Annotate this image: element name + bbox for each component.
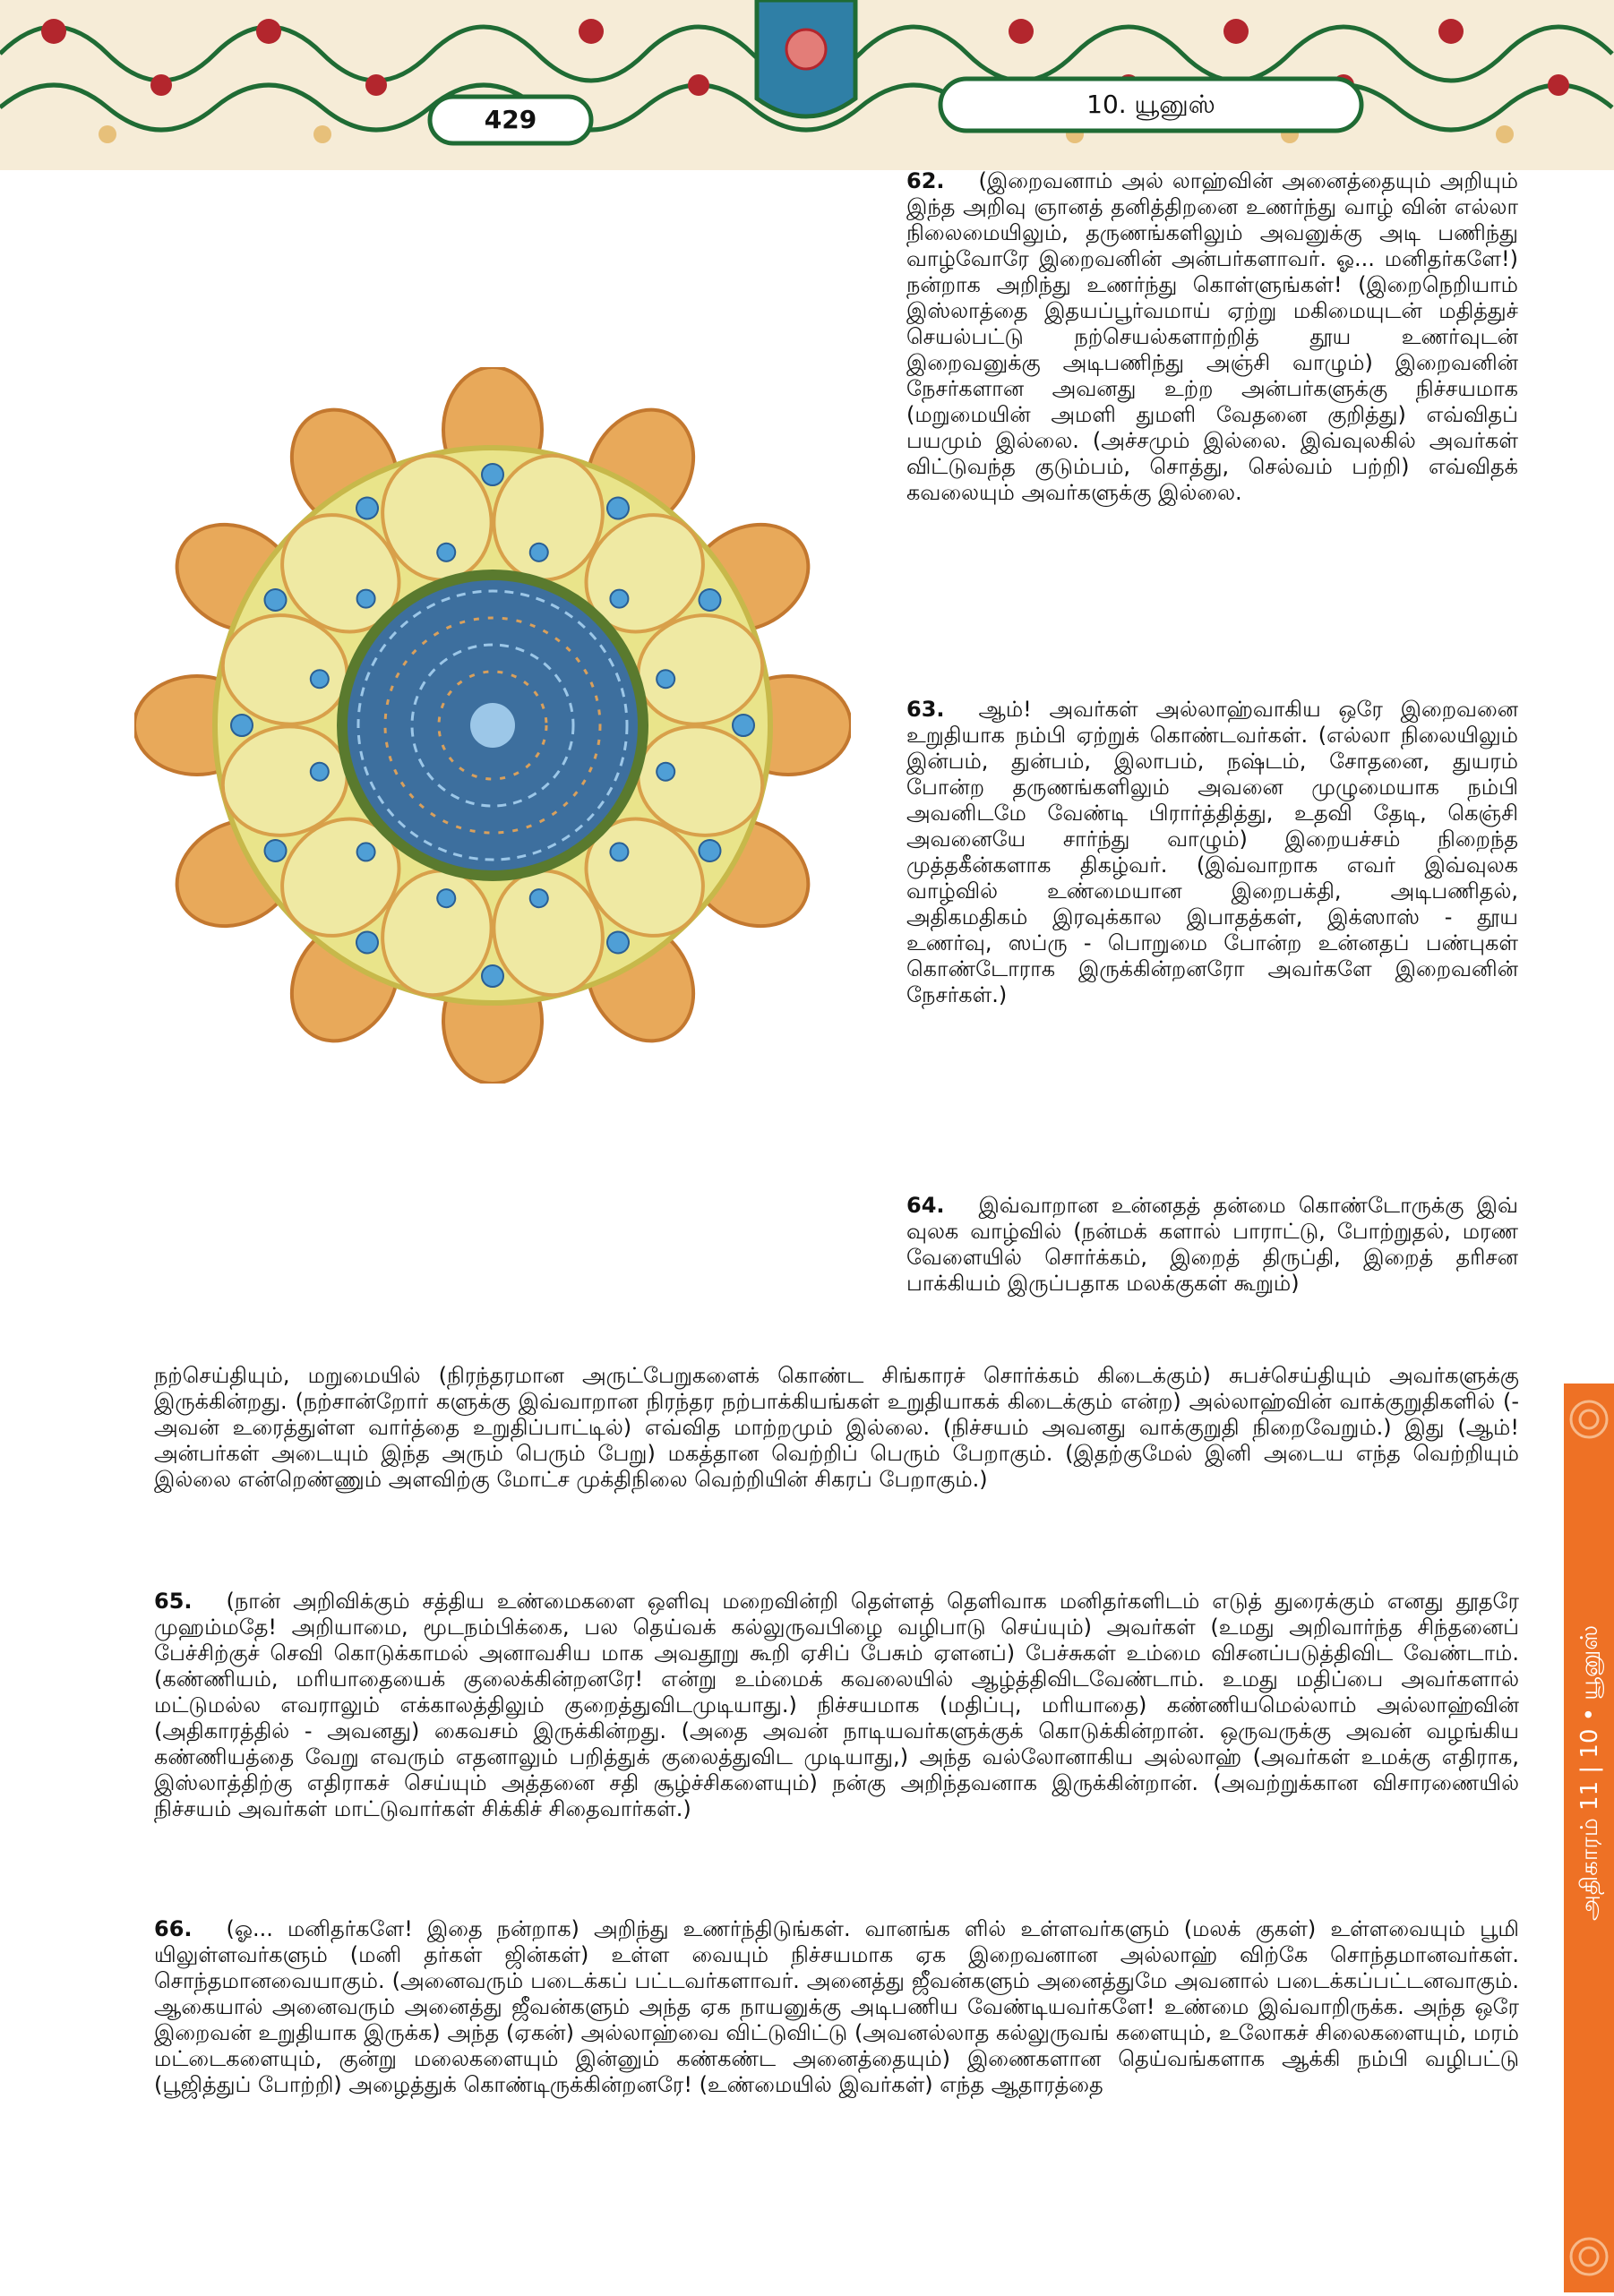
page-number: 429 bbox=[484, 105, 537, 134]
verse-66 bbox=[154, 1916, 1519, 2098]
verse-number: 62. bbox=[906, 168, 945, 193]
verse-63 bbox=[906, 697, 1518, 1008]
verse-number: 65. bbox=[154, 1589, 193, 1614]
verse-65 bbox=[154, 1589, 1519, 1822]
chapter-title: 10. யூனுஸ் bbox=[1086, 90, 1215, 119]
verse-62 bbox=[906, 168, 1518, 506]
side-chapter-label: அதிகாரம் 11 | 10 • யூனுஸ் bbox=[1576, 1624, 1603, 1922]
verse-64 bbox=[906, 1193, 1518, 1297]
header-floral-banner bbox=[0, 0, 1614, 170]
decorative-medallion bbox=[134, 367, 851, 1084]
verse-text: (ஓ... மனிதர்களே! இதை நன்றாக) அறிந்து உணர்ந்திடுங்கள். வானங்க ளில் உள்ளவர்களும் (மலக் குகள்) உள்ளவையும் பூமி யிலுள்ளவர்களும் (மனி தர்கள் ஜின்கள்) உள்ள வையும் நிச்சயமாக ஏக இறைவனான அல்லாஹ் விற்கே சொந்தமானவர்கள். சொந்தமானவையாகும். (அனைவரும் படைக்கப் பட்டவர்களாவர். அனைத்து ஜீவன்களும் அனைத்துமே அவனால் படைக்கப்பட்டனவாகும். ஆகையால் அனைவரும் அனைத்து ஜீவன்களும் அந்த ஏக நாயனுக்கு அடிபணிய வேண்டியவர்களே! உண்மை இவ்வாறிருக்க. அந்த ஒரே இறைவன் உறுதியாக இருக்க) அந்த (ஏகன்) அல்லாஹ்வை விட்டுவிட்டு (அவனல்லாத கல்லுருவங் களையும், உலோகச் சிலைகளையும், மரம் மட்டைகளையும், குன்று மலைகளையும் இன்னும் கண்கண்ட அனைத்தையும்) இணைகளான தெய்வங்களாக ஆக்கி நம்பி வழிபட்டு (பூஜித்துப் போற்றி) அழைத்துக் கொண்டிருக்கின்றனரே! (உண்மையில் இவர்கள்) எந்த ஆதாரத்தை bbox=[154, 1916, 1519, 2097]
floral-border-art bbox=[0, 0, 1614, 170]
verse-text: இவ்வாறான உன்னதத் தன்மை கொண்டோருக்கு இவ் வுலக வாழ்வில் (நன்மக் களால் பாராட்டு, போற்றுதல், மரண வேளையில் சொர்க்கம், இறைத் திருப்தி, இறைத் தரிசன பாக்கியம் இருப்பதாக மலக்குகள் கூறும்) bbox=[906, 1193, 1518, 1296]
verse-text: ஆம்! அவர்கள் அல்லாஹ்வாகிய ஒரே இறைவனை உறுதியாக நம்பி ஏற்றுக் கொண்டவர்கள். (எல்லா நிலையிலும் இன்பம், துன்பம், இலாபம், நஷ்டம், சோதனை, துயரம் போன்ற தருணங்களிலும் அவனை முழுமையாக நம்பி அவனிடமே வேண்டி பிரார்த்தித்து, உதவி தேடி, கெஞ்சி அவனையே சார்ந்து வாழும்) இறையச்சம் நிறைந்த முத்தகீன்களாக திகழ்வர். (இவ்வாறாக எவர் இவ்வுலக வாழ்வில் உண்மையான இறைபக்தி, அடிபணிதல், அதிகமதிகம் இரவுக்கால இபாதத்கள், இக்ஸாஸ் - தூய உணர்வு, ஸப்ரு - பொறுமை போன்ற உன்னதப் பண்புகள் கொண்டோராக இருக்கின்றனரோ அவர்களே இறைவனின் நேசர்கள்.) bbox=[906, 697, 1518, 1007]
verse-64-continued: நற்செய்தியும், மறுமையில் (நிரந்தரமான அருட்பேறுகளைக் கொண்ட சிங்காரச் சொர்க்கம் கிடைக்கும்) சுபச்செய்தியும் அவர்களுக்கு இருக்கின்றது. (நற்சான்றோர் களுக்கு இவ்வாறான நிரந்தர நற்பாக்கியங்கள் உறுதியாகக் கிடைக்கும் என்ற) அல்லாஹ்வின் வாக்குறுதிகளில் (-அவன் உரைத்துள்ள வார்த்தை உறுதிப்பாட்டில்) எவ்வித மாற்றமும் இல்லை. (நிச்சயம் அவனது வாக்குறுதி நிறைவேறும்.) இது (ஆம்! அன்பர்கள் அடையும் இந்த அரும் பெரும் பேறு) மகத்தான வெற்றிப் பெரும் பேறாகும். (இதற்குமேல் இனி அடைய எந்த வெற்றியும் இல்லை என்றெண்ணும் அளவிற்கு மோட்ச முக்திநிலை வெற்றியின் சிகரப் பேறாகும்.) bbox=[154, 1363, 1520, 1492]
verse-text: (நான் அறிவிக்கும் சத்திய உண்மைகளை ஒளிவு மறைவின்றி தெள்ளத் தெளிவாக மனிதர்களிடம் எடுத் துரைக்கும் எனது தூதரே முஹம்மதே! அறியாமை, மூடநம்பிக்கை, பல தெய்வக் கல்லுருவபிழை வழிபாடு செய்யும்) அவர்கள் (உமது அறிவார்ந்த சிந்தனைப் பேச்சிற்குச் செவி கொடுக்காமல் அனாவசிய மாக அவதூறு கூறி ஏசிப் பேசும் ஏளனப்) பேச்சுகள் உம்மை விசனப்படுத்திவிட வேண்டாம். (கண்ணியம், மரியாதையைக் குலைக்கின்றனரே! என்று உம்மைக் கவலையில் ஆழ்த்திவிடவேண்டாம். உமது மதிப்பை அவர்களால் மட்டுமல்ல எவராலும் எக்காலத்திலும் குறைத்துவிடமுடியாது.) நிச்சயமாக (மதிப்பு, மரியாதை) கண்ணியமெல்லாம் அல்லாஹ்வின் (அதிகாரத்தில் - அவனது) கைவசம் இருக்கின்றது. (அதை அவன் நாடியவர்களுக்குக் கொடுக்கின்றான். ஒருவருக்கு அவன் வழங்கிய கண்ணியத்தை வேறு எவரும் எதனாலும் பறித்துக் குலைத்துவிட முடியாது,) அந்த வல்லோனாகிய அல்லாஹ் (அவர்கள் உமக்கு எதிராக, இஸ்லாத்திற்கு எதிராகச் செய்யும் அத்தனை சதி சூழ்ச்சிகளையும்) நன்கு அறிந்தவனாக இருக்கின்றான். (அவற்றுக்கான விசாரணையில் நிச்சயம் அவர்கள் மாட்டுவார்கள் சிக்கிச் சிதைவார்கள்.) bbox=[154, 1589, 1519, 1821]
verse-number: 64. bbox=[906, 1193, 945, 1218]
verse-text: (இறைவனாம் அல் லாஹ்வின் அனைத்தையும் அறியும் இந்த அறிவு ஞானத் தனித்திறனை உணர்ந்து வாழ் வின் எல்லா நிலைமையிலும், தருணங்களிலும் அவனுக்கு அடி பணிந்து வாழ்வோரே இறைவனின் அன்பர்களாவர். ஓ... மனிதர்களே!) நன்றாக அறிந்து உணர்ந்து கொள்ளுங்கள்! (இறைநெறியாம் இஸ்லாத்தை இதயப்பூர்வமாய் ஏற்று மகிமையுடன் மதித்துச் செயல்பட்டு நற்செயல்களாற்றித் தூய உணர்வுடன் இறைவனுக்கு அடிபணிந்து அஞ்சி வாழும்) இறைவனின் நேசர்களான அவனது உற்ற அன்பர்களுக்கு நிச்சயமாக (மறுமையின் அமளி துமளி வேதனை குறித்து) எவ்விதப் பயமும் இல்லை. (அச்சமும் இல்லை. இவ்வுலகில் அவர்கள் விட்டுவந்த குடும்பம், சொத்து, செல்வம் பற்றி) எவ்விதக் கவலையும் அவர்களுக்கு இல்லை. bbox=[906, 168, 1518, 505]
verse-number: 63. bbox=[906, 697, 945, 722]
verse-number: 66. bbox=[154, 1916, 193, 1941]
